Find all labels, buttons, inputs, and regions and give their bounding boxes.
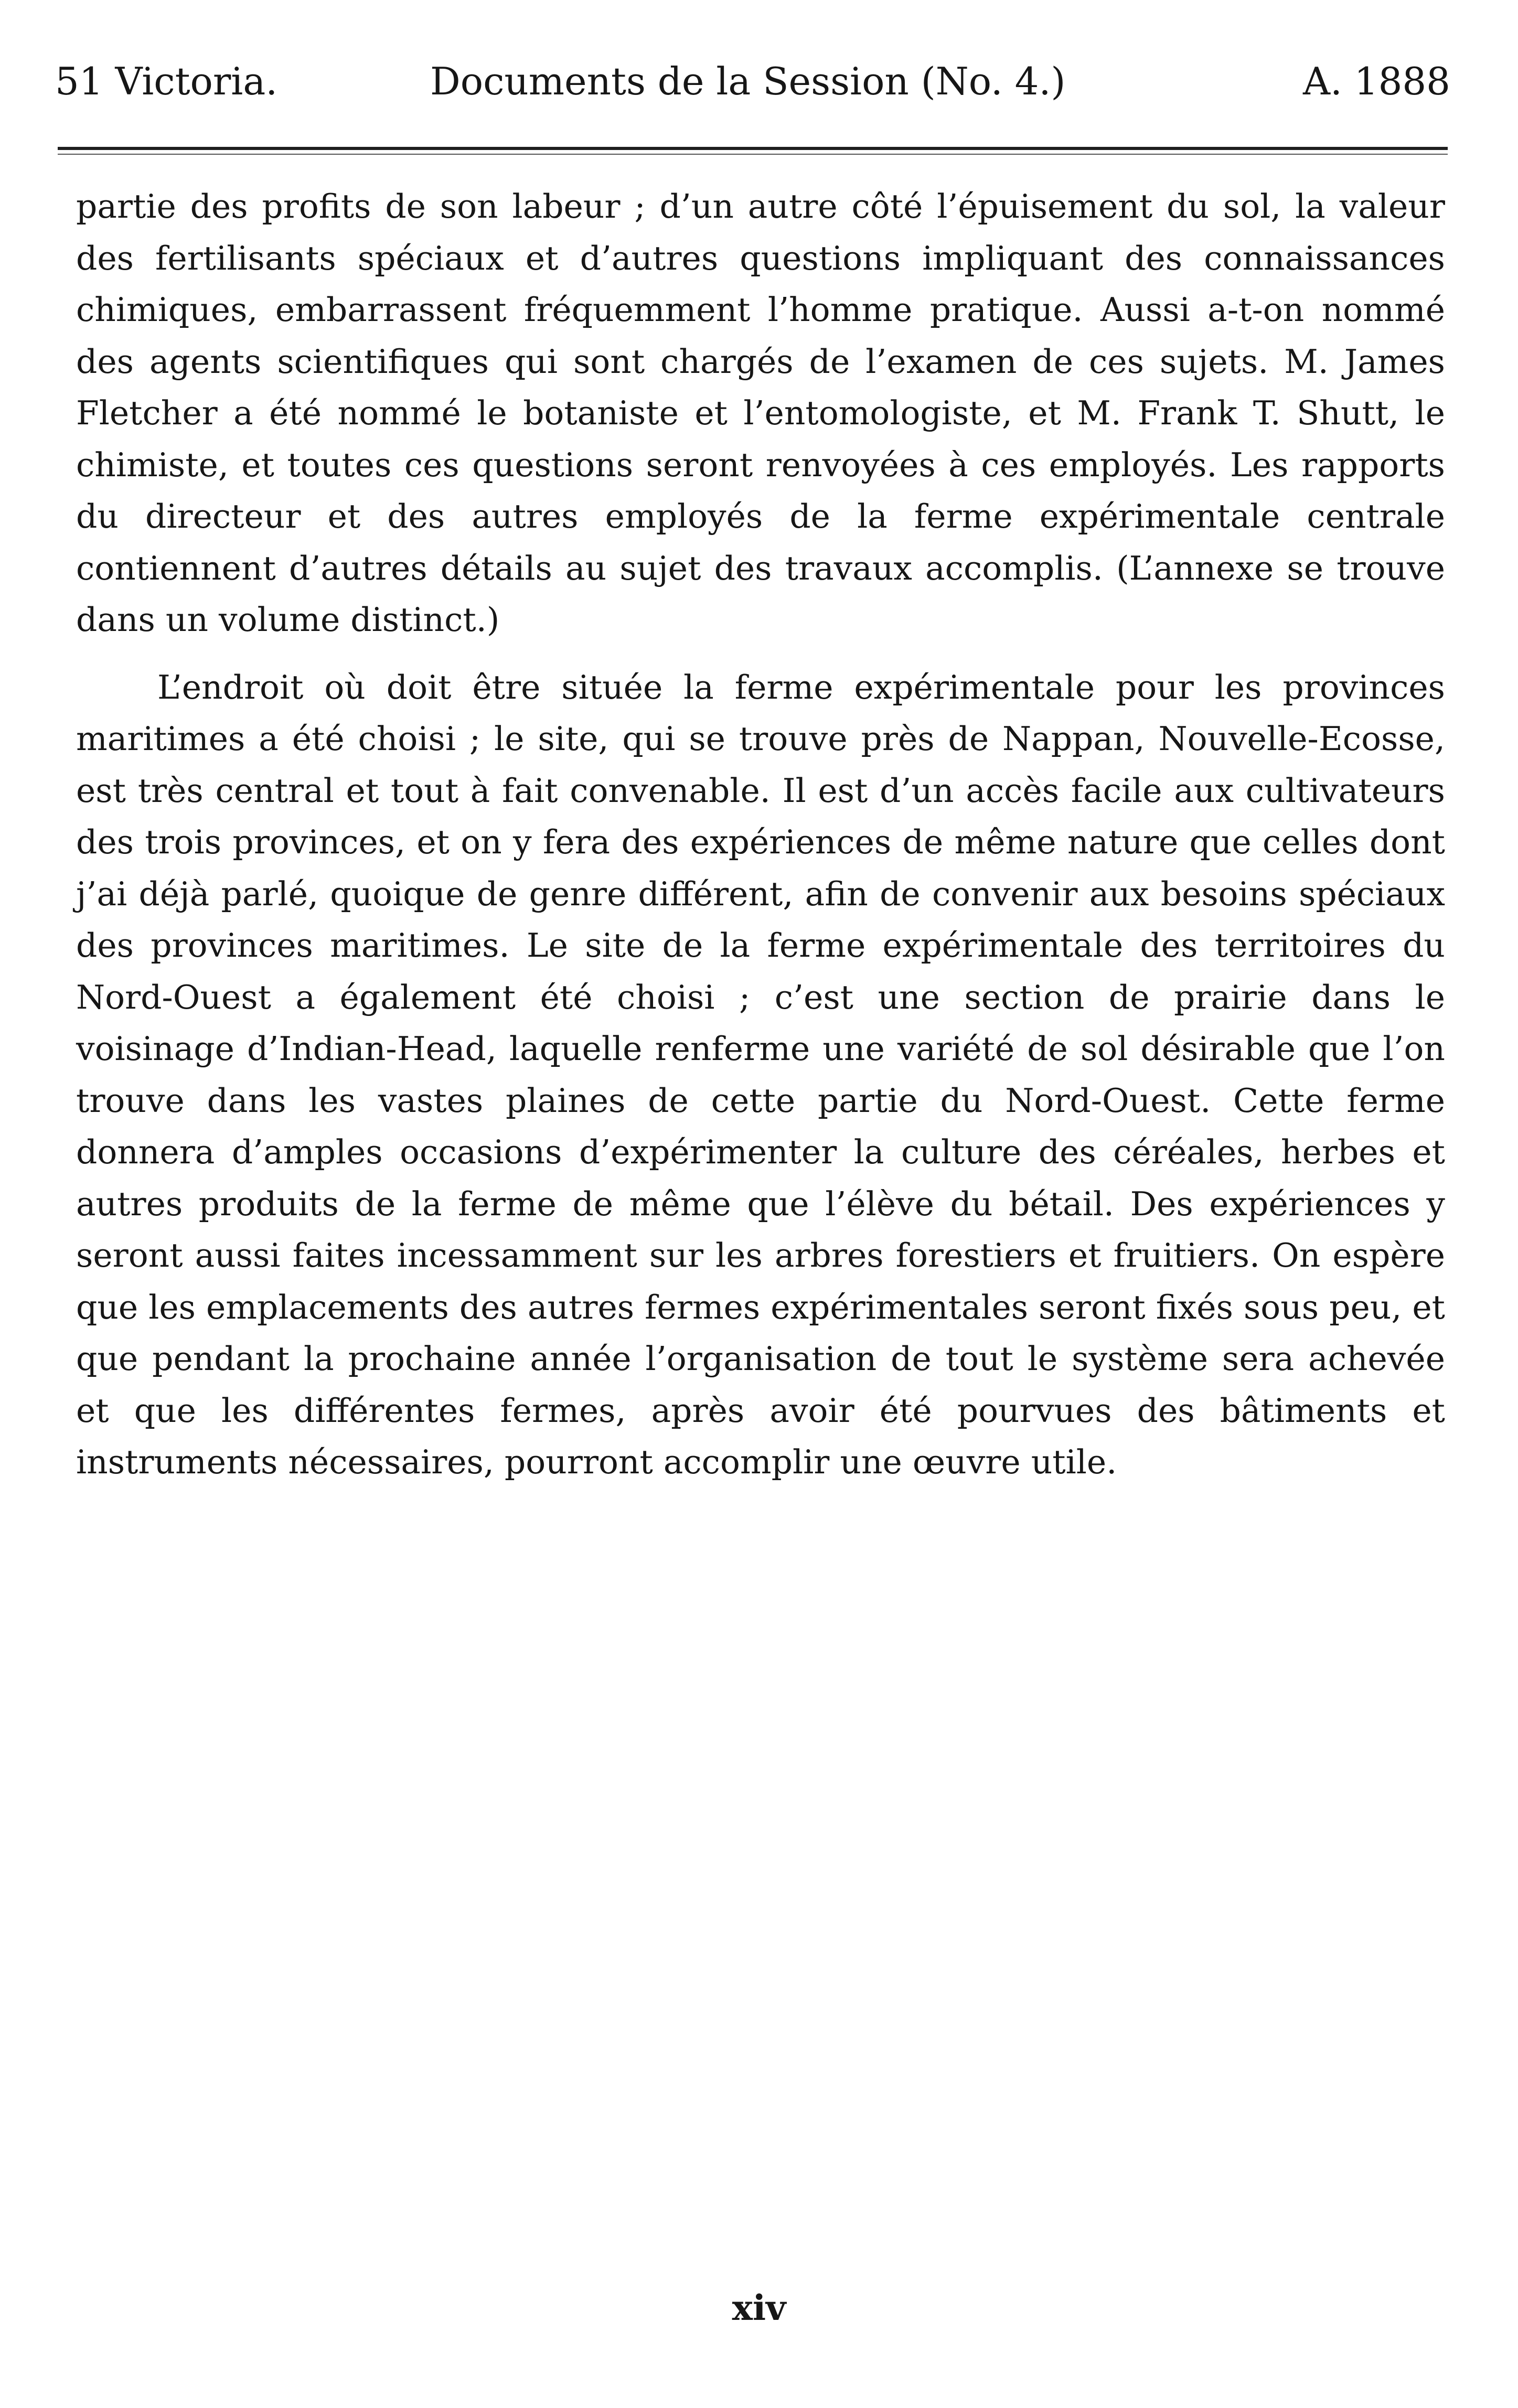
header-title: Documents de la Session (No. 4.)	[430, 59, 1066, 103]
header-year: A. 1888	[1302, 59, 1450, 103]
header-reign: 51 Victoria.	[55, 59, 278, 103]
body-text	[76, 181, 1445, 1489]
header-rule	[58, 147, 1448, 150]
paragraph-continued: partie des profits de son labeur ; d’un autre côté l’épuisement du sol, la valeur des fertilisants spéciaux et d’autres questions impliquant des connaissances chimiques, embarrassent fréquemment l’homme pratique. Aussi a-t-on nommé des agents scientifiques qui sont chargés de l’examen de ces sujets. M. James Fletcher a été nommé le botaniste et l’entomologiste, et M. Frank T. Shutt, le chimiste, et toutes ces questions seront renvoyées à ces employés. Les rapports du directeur et des autres employés de la ferme expérimentale centrale contiennent d’autres détails au sujet des travaux accomplis. (L’annexe se trouve dans un volume distinct.)	[76, 187, 1445, 639]
running-header	[55, 52, 1450, 110]
page-number: xiv	[732, 2287, 786, 2328]
paragraph: L’endroit où doit être située la ferme expérimentale pour les provinces maritimes a été choisi ; le site, qui se trouve près de Nappan, Nouvelle-Ecosse, est très central et tout à fait convenable. Il est d’un accès facile aux cultivateurs des trois provinces, et on y fera des expériences de même nature que celles dont j’ai déjà parlé, quoique de genre différent, afin de convenir aux besoins spéciaux des provinces maritimes. Le site de la ferme expérimentale des territoires du Nord-Ouest a également été choisi ; c’est une section de prairie dans le voisinage d’Indian-Head, laquelle renferme une variété de sol désirable que l’on trouve dans les vastes plaines de cette partie du Nord-Ouest. Cette ferme donnera d’amples occasions d’expérimenter la culture des céréales, herbes et autres produits de la ferme de même que l’élève du bétail. Des expériences y seront aussi faites incessamment sur les arbres forestiers et fruitiers. On espère que les emplacements des autres fermes expérimentales seront fixés sous peu, et que pendant la prochaine année l’organisation de tout le système sera achevée et que les différentes fermes, après avoir été pourvues des bâtiments et instruments nécessaires, pourront accomplir une œuvre utile.	[76, 668, 1445, 1481]
